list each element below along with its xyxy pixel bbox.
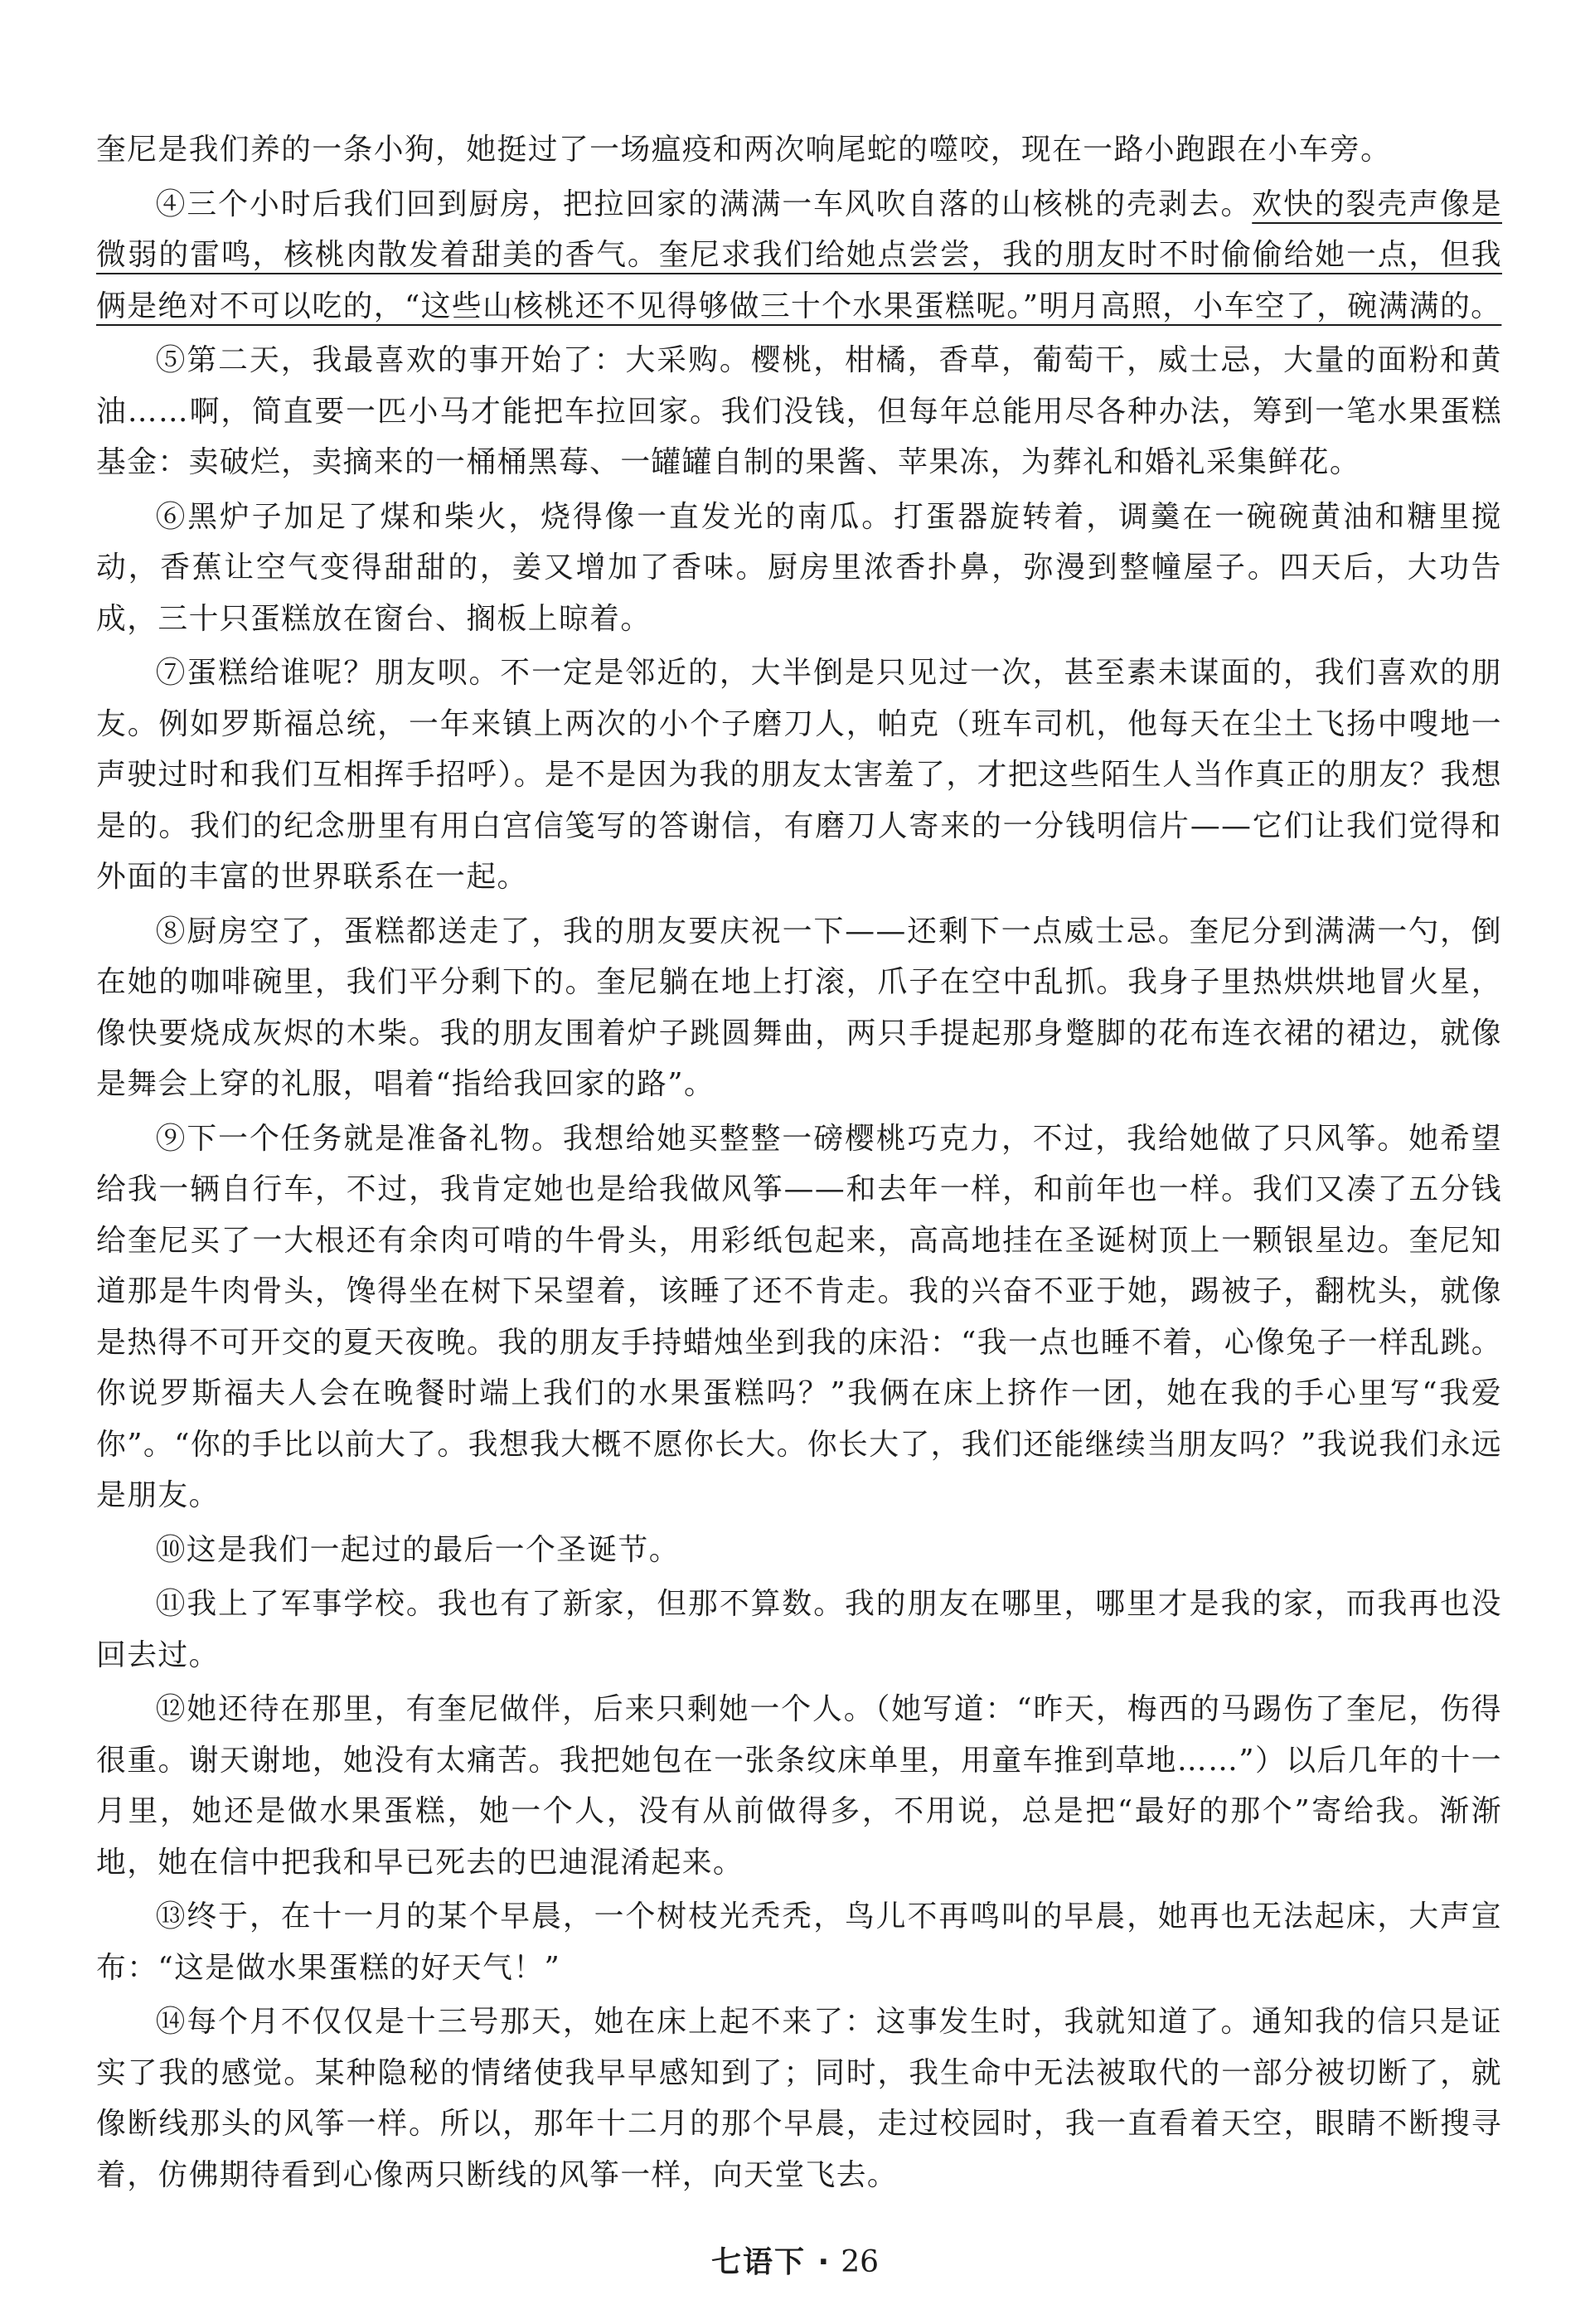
paragraph-11: ⑪我上了军事学校。我也有了新家，但那不算数。我的朋友在哪里，哪里才是我的家，而我再也没回去过。 xyxy=(96,1587,1502,1672)
paragraph-4-underlined: 欢快的裂壳声像是微弱的雷鸣，核桃肉散发着甜美的香气。奎尼求我们给她点尝尝，我的朋友时不时偷偷给她一点，但我俩是绝对不可以吃的，“这些山核桃还不见得够做三十个水果蛋糕呢。”明月高照，小车空了，碗满满的。 xyxy=(96,187,1502,323)
paragraph-8: ⑧厨房空了，蛋糕都送走了，我的朋友要庆祝一下——还剩下一点威士忌。奎尼分到满满一勺，倒在她的咖啡碗里，我们平分剩下的。奎尼躺在地上打滚，爪子在空中乱抓。我身子里热烘烘地冒火星，像快要烧成灰烬的木柴。我的朋友围着炉子跳圆舞曲，两只手提起那身蹩脚的花布连衣裙的裙边，就像是舞会上穿的礼服，唱着“指给我回家的路”。 xyxy=(96,914,1502,1101)
paragraph-4-plain: ④三个小时后我们回到厨房，把拉回家的满满一车风吹自落的山核桃的壳剥去。 xyxy=(155,187,1253,221)
paragraph-9: ⑨下一个任务就是准备礼物。我想给她买整整一磅樱桃巧克力，不过，我给她做了只风筝。她希望给我一辆自行车，不过，我肯定她也是给我做风筝——和去年一样，和前年也一样。我们又凑了五分钱给奎尼买了一大根还有余肉可啃的牛骨头，用彩纸包起来，高高地挂在圣诞树顶上一颗银星边。奎尼知道那是牛肉骨头，馋得坐在树下呆望着，该睡了还不肯走。我的兴奋不亚于她，踢被子，翻枕头，就像是热得不可开交的夏天夜晚。我的朋友手持蜡烛坐到我的床沿：“我一点也睡不着，心像兔子一样乱跳。你说罗斯福夫人会在晚餐时端上我们的水果蛋糕吗？”我俩在床上挤作一团，她在我的手心里写“我爱你”。“你的手比以前大了。我想我大概不愿你长大。你长大了，我们还能继续当朋友吗？”我说我们永远是朋友。 xyxy=(96,1121,1502,1512)
footer-label: 七语下 · xyxy=(710,2245,831,2279)
document-page xyxy=(96,124,1502,2204)
page-footer xyxy=(0,2239,1590,2281)
paragraph-continuation: 奎尼是我们养的一条小狗，她挺过了一场瘟疫和两次响尾蛇的噬咬，现在一路小跑跟在小车旁。 xyxy=(96,133,1392,167)
paragraph-5: ⑤第二天，我最喜欢的事开始了：大采购。樱桃，柑橘，香草，葡萄干，威士忌，大量的面粉和黄油……啊，简直要一匹小马才能把车拉回家。我们没钱，但每年总能用尽各种办法，筹到一笔水果蛋糕基金：卖破烂，卖摘来的一桶桶黑莓、一罐罐自制的果酱、苹果冻，为葬礼和婚礼采集鲜花。 xyxy=(96,343,1502,479)
paragraph-14: ⑭每个月不仅仅是十三号那天，她在床上起不来了：这事发生时，我就知道了。通知我的信只是证实了我的感觉。某种隐秘的情绪使我早早感知到了；同时，我生命中无法被取代的一部分被切断了，就像断线那头的风筝一样。所以，那年十二月的那个早晨，走过校园时，我一直看着天空，眼睛不断搜寻着，仿佛期待看到心像两只断线的风筝一样，向天堂飞去。 xyxy=(96,2005,1502,2192)
paragraph-6: ⑥黑炉子加足了煤和柴火，烧得像一直发光的南瓜。打蛋器旋转着，调羹在一碗碗黄油和糖里搅动，香蕉让空气变得甜甜的，姜又增加了香味。厨房里浓香扑鼻，弥漫到整幢屋子。四天后，大功告成，三十只蛋糕放在窗台、搁板上晾着。 xyxy=(96,499,1502,636)
paragraph-12: ⑫她还待在那里，有奎尼做伴，后来只剩她一个人。（她写道：“昨天，梅西的马踢伤了奎尼，伤得很重。谢天谢地，她没有太痛苦。我把她包在一张条纹床单里，用童车推到草地……”）以后几年的十一月里，她还是做水果蛋糕，她一个人，没有从前做得多，不用说，总是把“最好的那个”寄给我。渐渐地，她在信中把我和早已死去的巴迪混淆起来。 xyxy=(96,1692,1502,1880)
paragraph-13: ⑬终于，在十一月的某个早晨，一个树枝光秃秃，鸟儿不再鸣叫的早晨，她再也无法起床，大声宣布：“这是做水果蛋糕的好天气！” xyxy=(96,1899,1502,1985)
paragraph-4 xyxy=(96,179,1502,332)
page-number: 26 xyxy=(841,2245,880,2279)
paragraph-10: ⑩这是我们一起过的最后一个圣诞节。 xyxy=(155,1532,680,1567)
paragraph-7: ⑦蛋糕给谁呢？朋友呗。不一定是邻近的，大半倒是只见过一次，甚至素未谋面的，我们喜欢的朋友。例如罗斯福总统，一年来镇上两次的小个子磨刀人，帕克（班车司机，他每天在尘土飞扬中嗖地一声驶过时和我们互相挥手招呼）。是不是因为我的朋友太害羞了，才把这些陌生人当作真正的朋友？我想是的。我们的纪念册里有用白宫信笺写的答谢信，有磨刀人寄来的一分钱明信片——它们让我们觉得和外面的丰富的世界联系在一起。 xyxy=(96,656,1502,894)
